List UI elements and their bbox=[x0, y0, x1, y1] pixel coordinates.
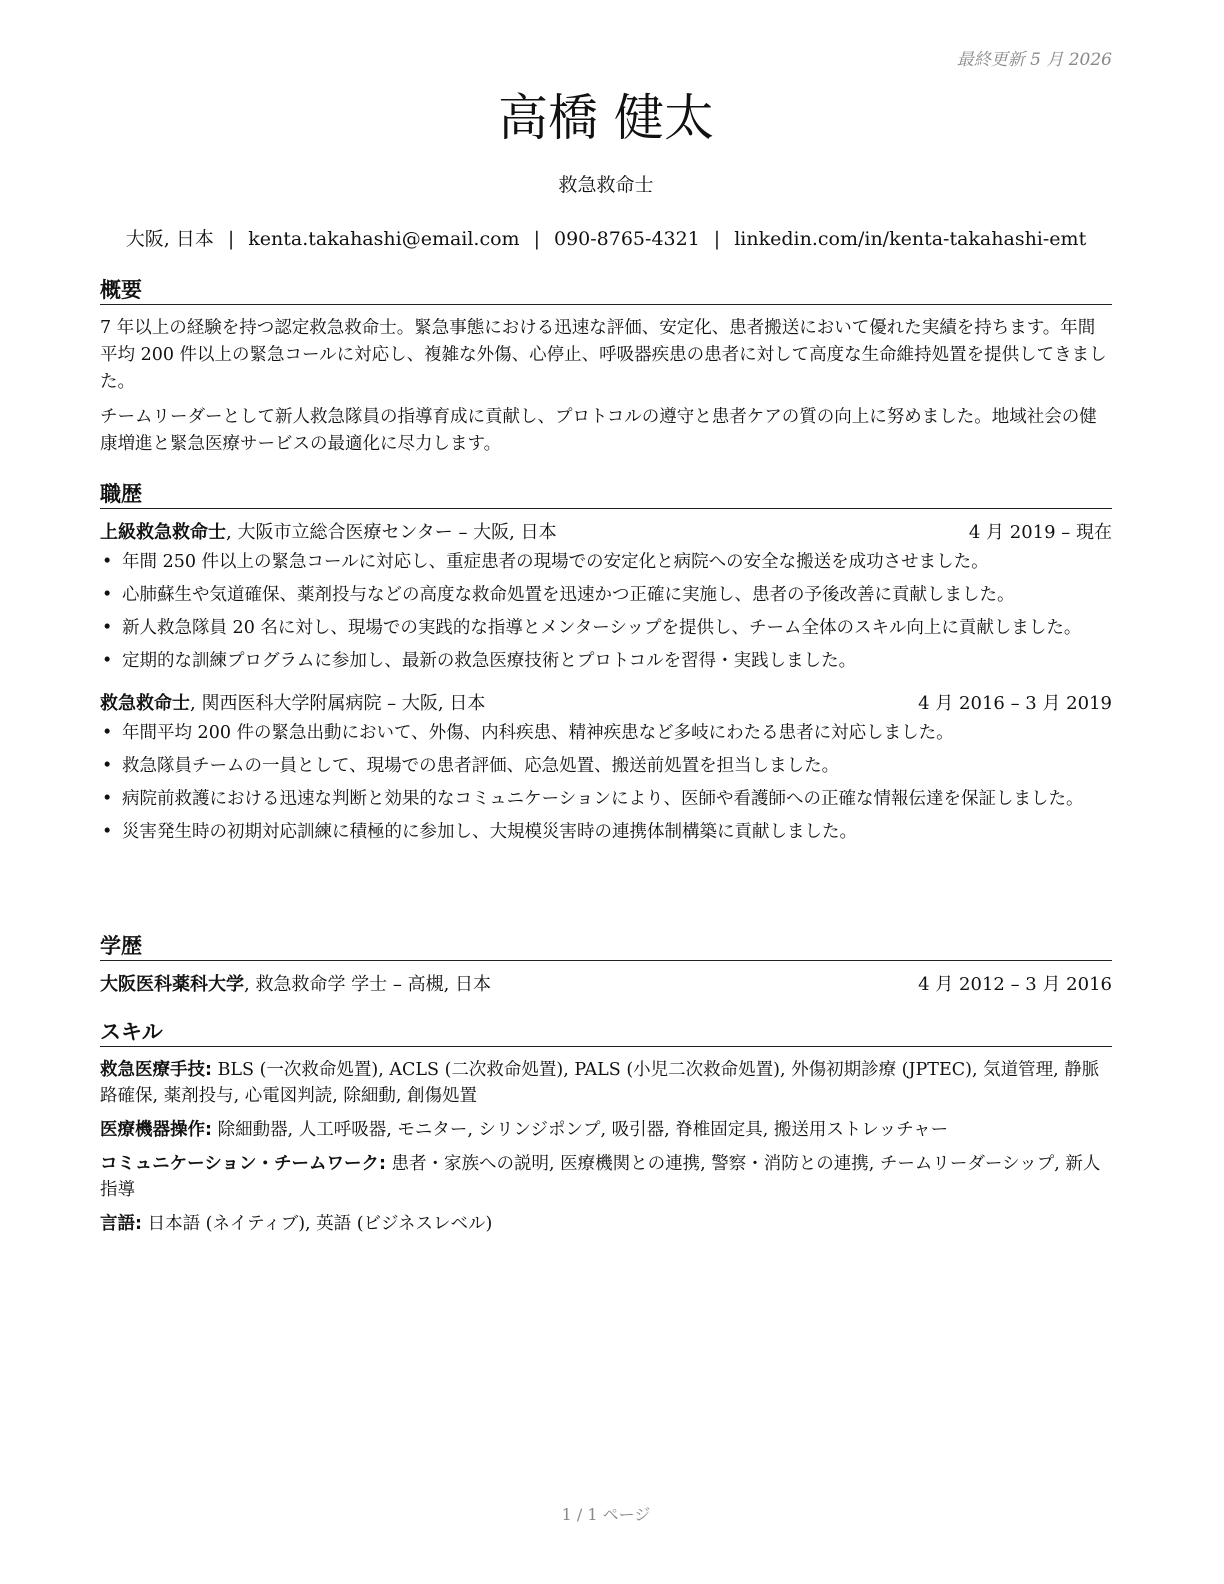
job-entry bbox=[100, 690, 1112, 845]
contact-line bbox=[100, 224, 1112, 251]
job-header bbox=[100, 690, 1112, 718]
skill-label: 救急医療手技: bbox=[100, 1060, 212, 1080]
education-dates: 4 月 2012 – 3 月 2016 bbox=[918, 974, 1112, 995]
job-entry bbox=[100, 519, 1112, 674]
skill-items: 日本語 (ネイティブ), 英語 (ビジネスレベル) bbox=[142, 1214, 493, 1234]
contact-phone[interactable]: 090-8765-4321 bbox=[553, 228, 700, 250]
contact-separator: | bbox=[713, 228, 721, 250]
skill-group bbox=[100, 1151, 1112, 1203]
job-bullet: • 心肺蘇生や気道確保、薬剤投与などの高度な救命処置を迅速かつ正確に実施し、患者の予後改善に貢献しました。 bbox=[100, 582, 1112, 608]
candidate-name: 高橋 健太 bbox=[498, 89, 714, 147]
contact-separator: | bbox=[533, 228, 540, 250]
skill-group bbox=[100, 1057, 1112, 1109]
education-entry bbox=[100, 971, 1112, 999]
job-title: 救急救命士 bbox=[558, 174, 654, 196]
job-bullet: • 病院前救護における迅速な判断と効果的なコミュニケーションにより、医師や看護師への正確な情報伝達を保証しました。 bbox=[100, 786, 1112, 812]
skill-group bbox=[100, 1117, 1112, 1143]
summary-section bbox=[100, 276, 1112, 466]
skill-label: 医療機器操作: bbox=[100, 1120, 212, 1140]
job-bullet: • 年間平均 200 件の緊急出動において、外傷、内科疾患、精神疾患など多岐にわたる患者に対応しました。 bbox=[100, 720, 1112, 746]
job-org: , 関西医科大学附属病院 – 大阪, 日本 bbox=[190, 693, 486, 714]
job-role: 救急救命士 bbox=[100, 693, 190, 714]
job-bullet: • 新人救急隊員 20 名に対し、現場での実践的な指導とメンターシップを提供し、チーム全体のスキル向上に貢献しました。 bbox=[100, 615, 1112, 641]
summary-paragraph: 7 年以上の経験を持つ認定救急救命士。緊急事態における迅速な評価、安定化、患者搬送において優れた実績を持ちます。年間平均 200 件以上の緊急コールに対応し、複雑な外傷、心停止、呼吸器疾患の患者に対して高度な生命維持処置を提供してきました。 bbox=[100, 318, 1107, 392]
section-heading: 概要 bbox=[100, 276, 1112, 305]
education-section bbox=[100, 932, 1112, 999]
experience-section bbox=[100, 480, 1112, 852]
section-heading: スキル bbox=[100, 1018, 1112, 1047]
section-heading: 学歴 bbox=[100, 932, 1112, 961]
last-updated: 最終更新 5 月 2026 bbox=[956, 50, 1112, 70]
degree-detail: , 救急救命学 学士 – 高槻, 日本 bbox=[244, 974, 492, 995]
job-org: , 大阪市立総合医療センター – 大阪, 日本 bbox=[226, 522, 557, 543]
skill-items: BLS (一次救命処置), ACLS (二次救命処置), PALS (小児二次救命処置), 外傷初期診療 (JPTEC), 気道管理, 静脈路確保, 薬剤投与, 心電図判読, 除細動, 創傷処置 bbox=[100, 1060, 1100, 1106]
job-dates: 4 月 2016 – 3 月 2019 bbox=[918, 693, 1112, 714]
skill-group bbox=[100, 1211, 1112, 1237]
contact-linkedin[interactable]: linkedin.com/in/kenta-takahashi-emt bbox=[734, 228, 1087, 250]
job-bullet: • 災害発生時の初期対応訓練に積極的に参加し、大規模災害時の連携体制構築に貢献しました。 bbox=[100, 819, 1112, 845]
job-bullet: • 救急隊員チームの一員として、現場での患者評価、応急処置、搬送前処置を担当しました。 bbox=[100, 753, 1112, 779]
job-header bbox=[100, 519, 1112, 547]
resume-page bbox=[100, 0, 1112, 1584]
job-bullet: • 定期的な訓練プログラムに参加し、最新の救急医療技術とプロトコルを習得・実践しました。 bbox=[100, 648, 1112, 674]
summary-paragraph: チームリーダーとして新人救急隊員の指導育成に貢献し、プロトコルの遵守と患者ケアの質の向上に努めました。地域社会の健康増進と緊急医療サービスの最適化に尽力します。 bbox=[100, 407, 1097, 454]
skills-section bbox=[100, 1018, 1112, 1245]
skill-label: コミュニケーション・チームワーク: bbox=[100, 1154, 386, 1174]
skill-label: 言語: bbox=[100, 1214, 142, 1234]
school-name: 大阪医科薬科大学 bbox=[100, 974, 244, 995]
contact-separator: | bbox=[227, 228, 235, 250]
page-number: 1 / 1 ページ bbox=[561, 1505, 651, 1524]
skill-items: 患者・家族への説明, 医療機関との連携, 警察・消防との連携, チームリーダーシップ, 新人指導 bbox=[100, 1154, 1101, 1200]
job-bullets bbox=[100, 549, 1112, 674]
contact-email[interactable]: kenta.takahashi@email.com bbox=[248, 228, 520, 250]
job-bullet: • 年間 250 件以上の緊急コールに対応し、重症患者の現場での安定化と病院への安全な搬送を成功させました。 bbox=[100, 549, 1112, 575]
section-heading: 職歴 bbox=[100, 480, 1112, 509]
skill-items: 除細動器, 人工呼吸器, モニター, シリンジポンプ, 吸引器, 脊椎固定具, 搬送用ストレッチャー bbox=[212, 1120, 949, 1140]
job-bullets bbox=[100, 720, 1112, 845]
contact-location: 大阪, 日本 bbox=[125, 228, 214, 250]
job-dates: 4 月 2019 – 現在 bbox=[968, 522, 1112, 543]
job-role: 上級救急救命士 bbox=[100, 522, 226, 543]
